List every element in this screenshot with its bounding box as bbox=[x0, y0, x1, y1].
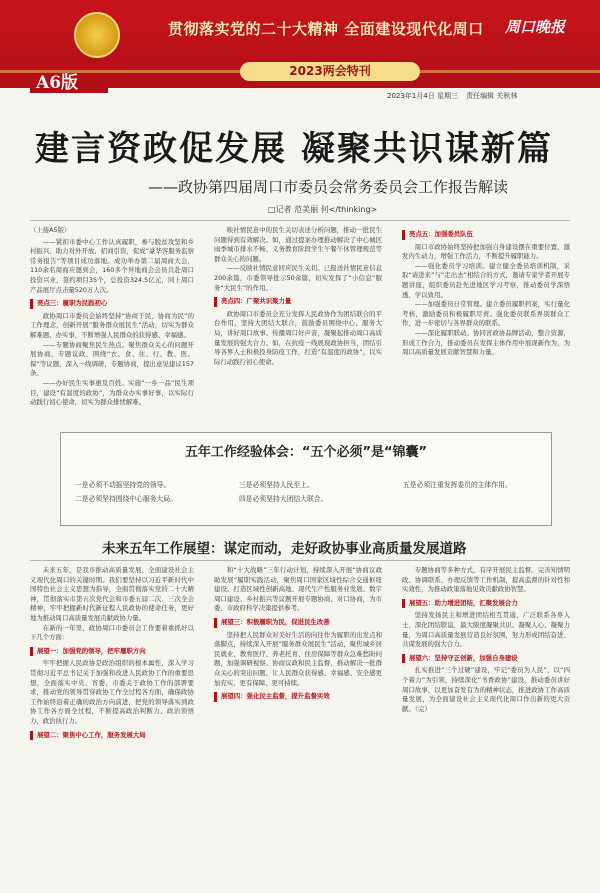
section-heading: 展望一：加强党的领导，把牢履职方向 bbox=[30, 647, 194, 657]
paragraph: 周口市政协始终坚持把加强自身建设摆在重要位置，激发内生动力，增强工作活力，不断提升履职能力。 bbox=[402, 242, 570, 261]
summary-item: 二是必须坚持围绕中心服务大局。 bbox=[75, 495, 177, 503]
summary-title: 五年工作经验体会：“五个必须”是“锦囊” bbox=[184, 445, 428, 460]
section-heading: 展望五：助力增进团结，汇聚发展合力 bbox=[402, 599, 570, 609]
paragraph: 未来五年，是我市推动高质量发展、全面建设社会主义现代化周口的关键时期。我们要坚持以习近平新时代中国特色社会主义思想为指导，全面贯彻落实党的二十大精神，贯彻落实市第五次党代会和市委五届二次、三次全会精神，牢牢把握新时代新征程人民政协的使命任务，更好地为推动周口高质量发展贡献政协力量。 bbox=[30, 566, 194, 622]
summary-item: 一是必须不动摇坚持党的领导。 bbox=[75, 481, 171, 489]
editor-credit: 责任编辑 关秋林 bbox=[466, 92, 518, 100]
paragraph: 坚持把人民群众对美好生活的向往作为履职的出发点和落脚点，持续深入开展“服务群众展民生”活动，聚焦城乡居民就业、教育医疗、养老托育、住房保障等群众急难愁盼问题，加强调研视察、协商议政和民主监督，推动解决一批群众关心的突出问题，让人民群众获得感、幸福感、安全感更加充实、更有保障、更可持续。 bbox=[214, 630, 382, 687]
banner-slogan: 贯彻落实党的二十大精神 全面建设现代化周口 bbox=[168, 20, 484, 38]
paragraph: 坚持发扬民主和增进团结相互贯通，广泛联系各界人士，深化团结联谊，最大限度凝聚共识、凝聚人心、凝聚力量，为周口高质量发展营造良好氛围，努力形成团结奋进、共谋发展的强大合力。 bbox=[402, 611, 570, 649]
section-heading: 展望二：聚焦中心工作，服务发展大局 bbox=[30, 731, 194, 741]
paragraph: 在新的一年里，政协周口市委员会工作要着重抓好以下几个方面： bbox=[30, 623, 194, 642]
section-heading: 展望三：积极履职为民，促进民生改善 bbox=[214, 618, 382, 628]
newspaper-logo: 周口晚报 bbox=[505, 18, 566, 36]
cppcc-emblem-icon bbox=[74, 12, 120, 58]
article-column-2 bbox=[214, 226, 382, 426]
page-number: A6版 bbox=[30, 73, 108, 93]
summary-item: 五是必须注重发挥委员的主体作用。 bbox=[403, 481, 512, 489]
paragraph: 和“十大战略”三年行动计划，持续深入开展“协商议政助发展”履职实践活动，聚焦周口国家区域性综合交通枢纽建设、打造区域性创新高地、现代生产性服务业发展、数字周口建设、乡村振兴等议题开展专题协商、对口协商，为市委、市政府科学决策提供参考。 bbox=[214, 566, 382, 613]
paragraph: ——强化委员学习培训。建立健全委员培训机制，采取“请进来”与“走出去”相结合的方式，邀请专家学者开展专题讲座，组织委员赴先进地区学习考察，推动委员学深悟透、学以致用。 bbox=[402, 261, 570, 299]
paragraph: ——办好民生实事惠及百姓。实施“一乡一品”民生项目，建设“有温度的政协”，为群众办实事好事，以实际行动践行初心使命，切实为群众排忧解难。 bbox=[30, 378, 194, 407]
paragraph: ——加强委员日常管理。建立委员履职档案，实行量化考核，激励委员积极履职尽责。强化委员联系界别群众工作，进一步密切与各界群众的联系。 bbox=[402, 300, 570, 328]
paragraph: 专题协商等多种方式，有序开展民主监督。完善知情明政、协调联系、办理反馈等工作机制，提高监督的针对性和实效性，为推动政策落地见效贡献政协智慧。 bbox=[402, 566, 570, 594]
article-column-1 bbox=[30, 226, 194, 426]
section-heading: 亮点五：加强委员队伍 bbox=[402, 230, 570, 240]
paragraph: ——深化履职联动。协同省政协品牌活动，整合资源，形成工作合力，推动委员在发挥主体作用中展现新作为，为周口高质量发展贡献智慧和力量。 bbox=[402, 328, 570, 357]
paragraph: 政协周口市委员会始终坚持“协商于民、协商为民”的工作理念，创新开展“服务群众展民生”活动，切实为群众解难题、办实事，不断增强人民群众的获得感、幸福感。 bbox=[30, 311, 194, 339]
section-heading: 亮点四：广聚共识聚力量 bbox=[214, 297, 382, 307]
summary-item: 四是必须坚持大团结大联合。 bbox=[239, 495, 328, 503]
article-column-3 bbox=[402, 226, 570, 426]
section-heading: 亮点三：履职为民践初心 bbox=[30, 299, 194, 309]
reporter-byline: □记者 范美丽 何</thinking> bbox=[268, 205, 378, 214]
section-heading: 展望四：强化民主监督，提升监督实效 bbox=[214, 692, 382, 702]
paragraph: 政协周口市委员会充分发挥人民政协作为团结联合的平台作用，坚持大团结大联合，鼓励委员围绕中心、服务大局，讲好周口故事、传播周口好声音，凝聚起推动周口高质量发展的强大合力。如，在抗疫一线展现政协担当，团结引导各界人士积极投身防疫工作，打造“有温度的政协”，以实际行动践行初心使命。 bbox=[214, 309, 382, 366]
outlook-column-3 bbox=[402, 566, 570, 886]
issue-date: 2023年1月4日 星期三 bbox=[387, 92, 458, 100]
divider bbox=[30, 560, 570, 561]
special-edition-label: 2023两会特刊 bbox=[240, 62, 420, 81]
outlook-heading: 未来五年工作展望：谋定而动，走好政协事业高质量发展道路 bbox=[102, 541, 467, 557]
outlook-column-1 bbox=[30, 566, 194, 886]
divider bbox=[30, 220, 570, 221]
paragraph: 扎实推进“三个过硬”建设，牢记“委员为人民”，以“四个着力”为引领，持续深化“书香政协”建设，推动委员讲好周口故事，以更加奋发有为的精神状态，推进政协工作高质量发展，为全面建设社会主义现代化周口作出新的更大贡献。（完） bbox=[402, 666, 570, 713]
section-heading: 展望六：坚持守正创新，加强自身建设 bbox=[402, 654, 570, 664]
page-headline: 建言资政促发展 凝聚共识谋新篇 bbox=[35, 129, 553, 169]
summary-item: 三是必须坚持人民至上。 bbox=[239, 481, 314, 489]
continued-note: （上接A5版） bbox=[30, 226, 71, 234]
experience-summary-box bbox=[60, 432, 552, 526]
issue-meta bbox=[387, 91, 523, 101]
outlook-column-2 bbox=[214, 566, 382, 886]
paragraph: 牢牢把握人民政协是政治组织的根本属性，深入学习贯彻习近平总书记关于加强和改进人民政协工作的重要思想，全面落实中央、省委、市委关于政协工作的部署要求，推动党的领导贯穿政协工作全过程各方面，确保政协工作始终沿着正确的政治方向前进，把党的领导落实到政协工作各方面全过程，不断提高政治判断力、政治领悟力、政治执行力。 bbox=[30, 659, 194, 725]
paragraph: 映社情民意中的民生关切表述分析问题，推动一批民生问题得到有效解决。如，通过提案办理推动解决了中心城区雨季城市排水不畅、义务教育阶段学生午餐午休管理规范等群众关心的问题。 bbox=[214, 226, 382, 263]
paragraph: ——紧扣市委中心工作认真履职，参与脱贫攻坚和乡村振兴、助力对外开放、招商引资，促成“豪华客服务监察常务报告”等项目成功落地。成功举办第二届周商大会，110余名周商应邀到会，160多个异地商会会员共赴周口投资兴业，签约项目35个，总投资324.5亿元，同上周口产品展厅点击量520万人次。 bbox=[30, 237, 194, 294]
paragraph: ——专题协商聚焦民生热点。聚焦群众关心的问题开展协商，专题议政，围绕“衣、食、住、行、教、医、保”等议题，深入一线调研，专题协商，提出意见建议157条。 bbox=[30, 340, 194, 378]
paragraph: ——反映社情民意回应民生关切。已报送社情民意信息200余篇，市委领导批示50余篇，切实发挥了“小信息”服务“大民生”的作用。 bbox=[214, 264, 382, 292]
page-subheadline: ——政协第四届周口市委员会常务委员会工作报告解读 bbox=[148, 178, 509, 196]
